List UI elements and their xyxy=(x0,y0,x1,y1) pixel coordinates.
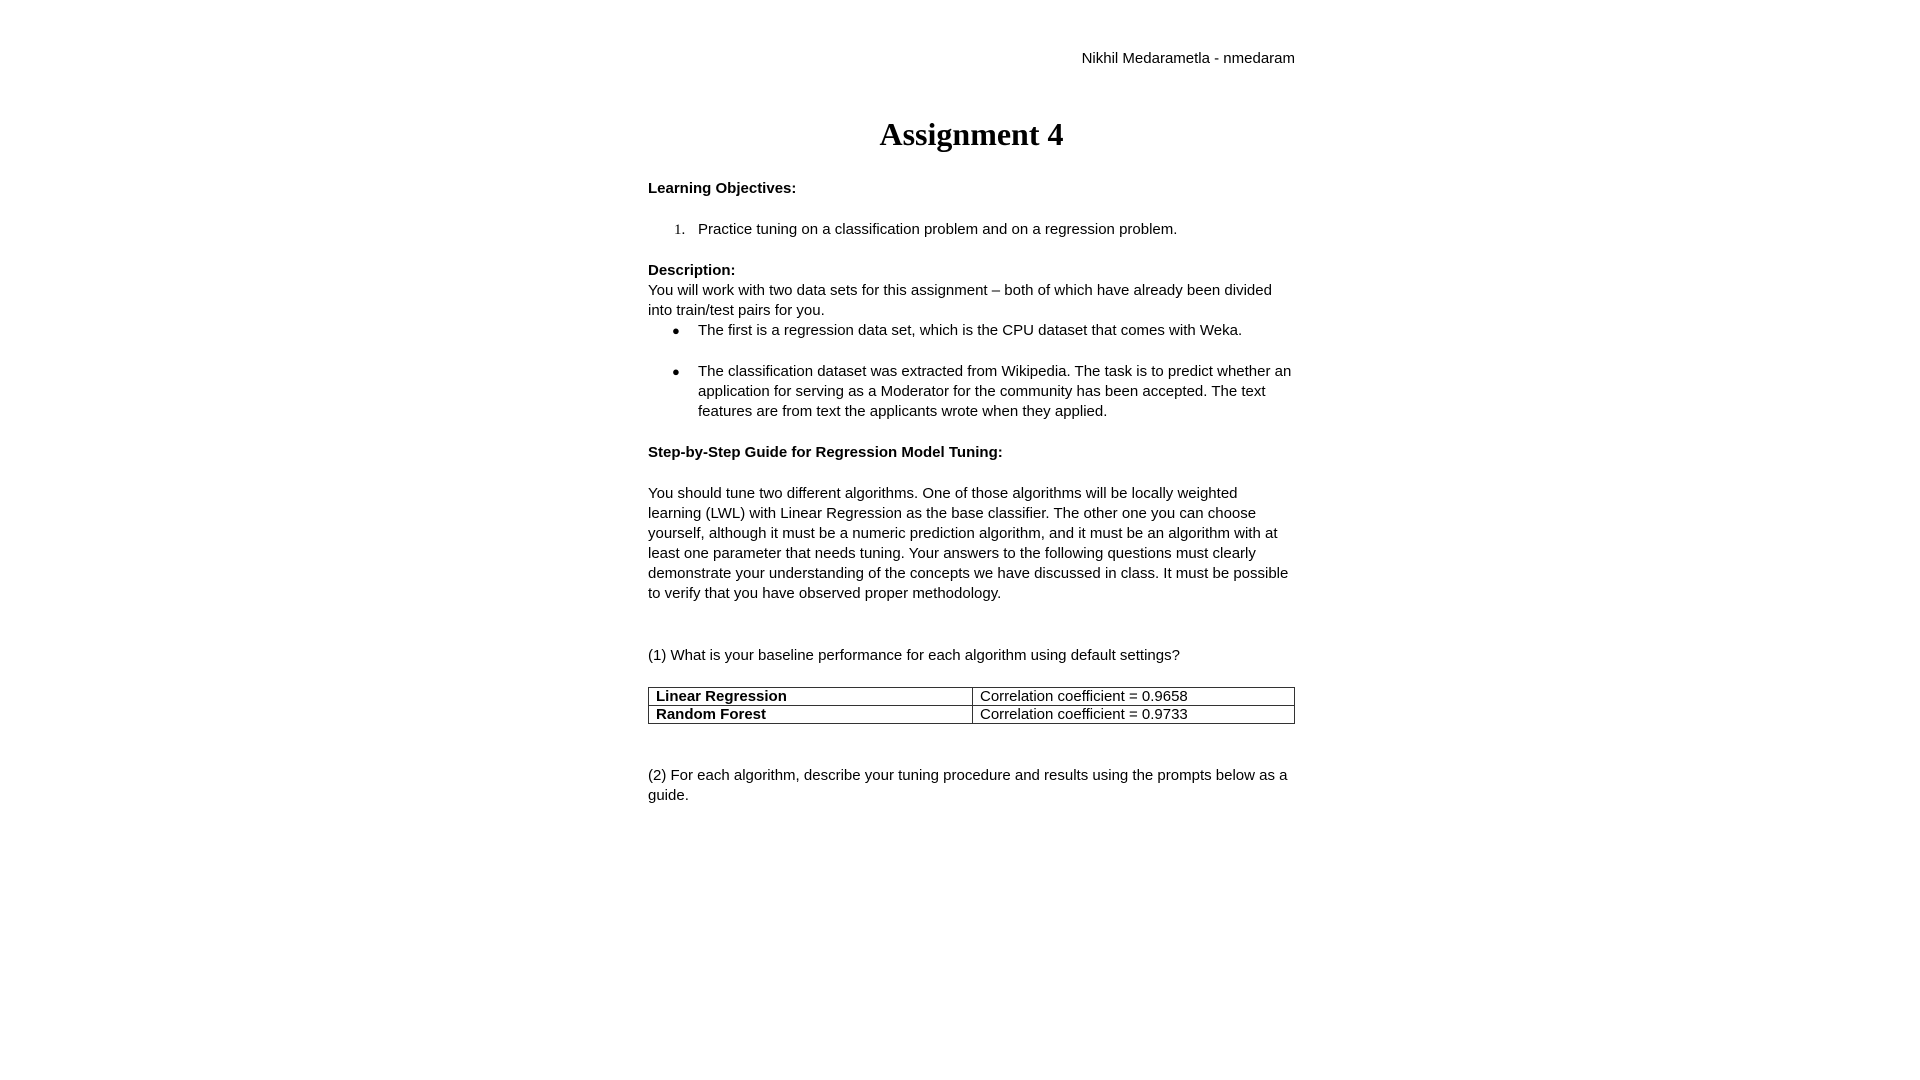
table-row xyxy=(649,688,1295,706)
bullet-text: The classification dataset was extracted from Wikipedia. The task is to predict whether an application for serving as a Moderator for the community has been accepted. The text features are from text the applicants wrote when they applied. xyxy=(698,363,1292,420)
document-page xyxy=(648,0,1295,1080)
baseline-results-table xyxy=(648,687,1295,724)
guide-heading: Step-by-Step Guide for Regression Model Tuning: xyxy=(648,444,1003,461)
bullet-text: The first is a regression data set, which is the CPU dataset that comes with Weka. xyxy=(698,322,1243,339)
learning-objectives-heading: Learning Objectives: xyxy=(648,180,797,197)
algorithm-cell: Random Forest xyxy=(649,706,973,724)
description-bullet-2 xyxy=(648,362,1295,422)
objective-item xyxy=(648,220,1295,240)
result-cell: Correlation coefficient = 0.9658 xyxy=(973,688,1295,706)
algorithm-cell: Linear Regression xyxy=(649,688,973,706)
document-title: Assignment 4 xyxy=(879,116,1064,152)
guide-paragraph: You should tune two different algorithms. One of those algorithms will be locally weighted learning (LWL) with Linear Regression as the base classifier. The other one you can choose yourself, although it must be a numeric prediction algorithm, and it must be an algorithm with at least one parameter that needs tuning. Your answers to the following questions must clearly demonstrate your understanding of the concepts we have discussed in class. It must be possible to verify that you have observed proper methodology. xyxy=(648,485,1289,602)
description-heading: Description: xyxy=(648,262,736,279)
objective-number: 1. xyxy=(674,222,686,238)
question-1: (1) What is your baseline performance for each algorithm using default settings? xyxy=(648,647,1180,664)
document-body xyxy=(648,179,1295,806)
description-bullet-1 xyxy=(648,321,1295,341)
result-cell: Correlation coefficient = 0.9733 xyxy=(973,706,1295,724)
author-name: Nikhil Medarametla - nmedaram xyxy=(1081,50,1295,67)
question-2: (2) For each algorithm, describe your tuning procedure and results using the prompts below as a guide. xyxy=(648,767,1288,804)
bullet-icon: ● xyxy=(672,323,680,338)
description-intro: You will work with two data sets for this assignment – both of which have already been divided into train/test pairs for you. xyxy=(648,282,1272,319)
table-row xyxy=(649,706,1295,724)
bullet-icon: ● xyxy=(672,364,680,379)
objective-text: Practice tuning on a classification problem and on a regression problem. xyxy=(698,221,1178,238)
